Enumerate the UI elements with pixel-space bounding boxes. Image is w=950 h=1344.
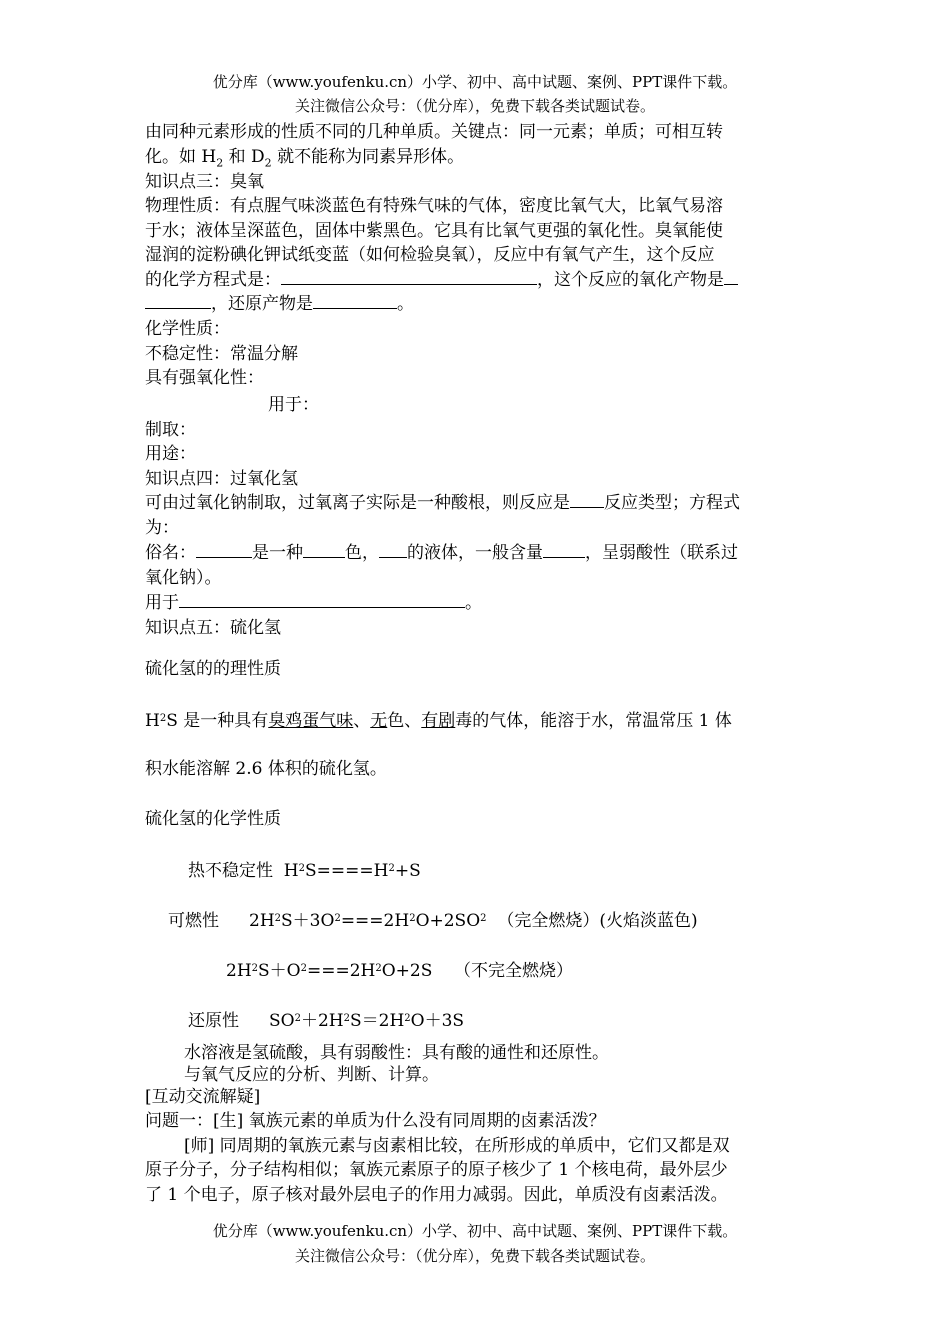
paragraph-line: 物理性质：有点腥气味淡蓝色有特殊气味的气体，密度比氧气大，比氧气易溶 [145,196,723,216]
paragraph-line: 化。如 $H_2$ 和 $D_2$ 就不能称为同素异形体。 [145,147,465,170]
section-heading: 知识点五：硫化氢 [145,618,281,638]
paragraph-line: 由同种元素形成的性质不同的几种单质。关键点：同一元素；单质；可相互转 [145,122,723,142]
answer-blank [379,541,407,558]
paragraph-line: 为： [145,518,179,538]
paragraph-line: 用于 。 [145,593,482,613]
header-line-1: 优分库（www.youfenku.cn）小学、初中、高中试题、案例、PPT课件下载。 [212,73,738,91]
equation-line: 热不稳定性 $H^2S====H^2+S$ [188,861,421,881]
paragraph-line: 可由过氧化钠制取，过氧离子实际是一种酸根，则反应是 反应类型；方程式 [145,493,740,513]
answer-blank [313,292,397,309]
paragraph-line: 了 1 个电子，原子核对最外层电子的作用力减弱。因此，单质没有卤素活泼。 [145,1185,728,1205]
paragraph-line: ，还原产物是 。 [145,292,414,316]
answer-blank [179,591,465,608]
paragraph-line: 问题一：[生] 氧族元素的单质为什么没有同周期的卤素活泼？ [145,1111,606,1131]
equation-line: 还原性 $SO^2+2H^2S=2H^2O+3S$ [188,1011,465,1031]
paragraph-line: 于水；液体呈深蓝色，固体中紫黑色。它具有比氧气更强的氧化性。臭氧能使 [145,221,723,241]
paragraph-line: 具有强氧化性： [145,368,264,388]
paragraph-line: 积水能溶解 2.6 体积的硫化氢。 [145,759,387,779]
section-heading: 知识点三：臭氧 [145,172,264,192]
paragraph-line: 化学性质： [145,319,230,339]
paragraph-line: 的化学方程式是： ，这个反应的氧化产物是 [145,268,738,292]
answer-blank [570,491,604,508]
footer-line-1: 优分库（www.youfenku.cn）小学、初中、高中试题、案例、PPT课件下载。 [212,1222,738,1240]
paragraph-line: 水溶液是氢硫酸，具有弱酸性：具有酸的通性和还原性。 [184,1043,609,1063]
paragraph-line: 不稳定性：常温分解 [145,344,298,364]
paragraph-line: 原子分子，分子结构相似；氧族元素原子的原子核少了 1 个核电荷，最外层少 [145,1160,728,1180]
answer-blank [724,268,738,285]
footer-line-2: 关注微信公众号：（优分库），免费下载各类试题试卷。 [294,1247,655,1265]
paragraph-line: 硫化氢的化学性质 [145,809,281,829]
paragraph-line: 制取： [145,420,196,440]
answer-blank [281,268,537,285]
equation-line: 可燃性 $2H^2S+3O^2===2H^2O+2SO^2$ （完全燃烧）(火焰淡蓝色) [168,911,698,931]
paragraph-line: [师] 同周期的氧族元素与卤素相比较，在所形成的单质中，它们又都是双 [184,1136,730,1156]
paragraph-line: 氧化钠）。 [145,568,222,588]
paragraph-line: 与氧气反应的分析、判断、计算。 [184,1065,439,1085]
paragraph-line: 俗名： 是一种 色， 的液体，一般含量 ，呈弱酸性（联系过 [145,543,738,563]
equation-line: $2H^2S+O^2===2H^2O+2S$ （不完全燃烧） [226,961,574,981]
header-line-2: 关注微信公众号：（优分库），免费下载各类试题试卷。 [294,97,655,115]
section-heading: 知识点四：过氧化氢 [145,469,298,489]
paragraph-line: 用于： [268,395,319,415]
answer-blank [303,541,345,558]
paragraph-line: $H^2S$ 是一种具有臭鸡蛋气味、无色、有剧毒的气体，能溶于水，常温常压 1 体 [145,711,732,731]
paragraph-line: 用途： [145,444,196,464]
answer-blank [543,541,585,558]
paragraph-line: [互动交流解疑] [145,1087,261,1107]
answer-blank [145,292,211,309]
answer-blank [196,541,252,558]
paragraph-line: 湿润的淀粉碘化钾试纸变蓝（如何检验臭氧），反应中有氧气产生，这个反应 [145,245,715,265]
paragraph-line: 硫化氢的的理性质 [145,659,281,679]
